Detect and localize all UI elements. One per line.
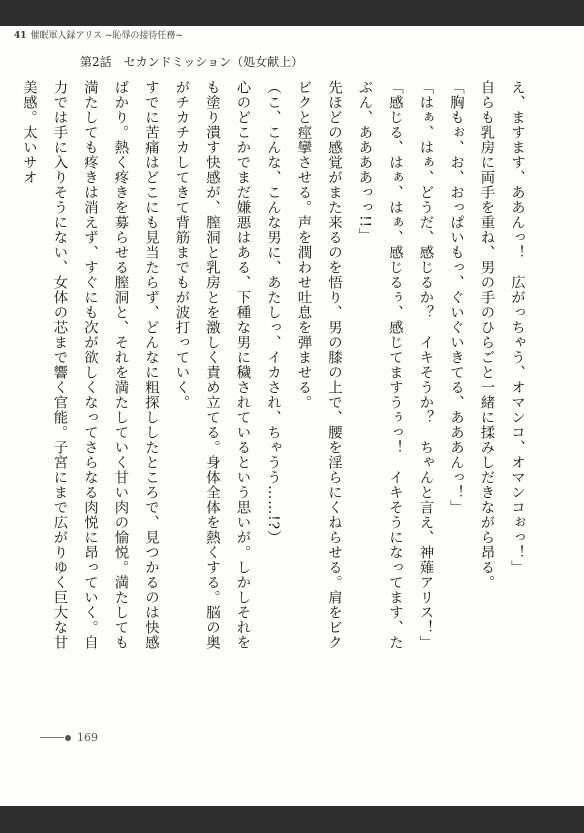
paragraph: すでに苦痛はどこにも見当たらず、どんなに粗探ししたところで、見つかるのは快感ばかり。熱く疼きを募らせる膣洞と、それを満たしていく甘い肉の愉悦。満たしても満たしても疼きは消えず、すぐにも次が欲しくなってさらなる肉悦に昂っていく。自力では手に入りそうにない、女体の芯まで響く官能。子宮にまで広がりゆく巨大な甘美感。太いサオ [21, 80, 159, 650]
paragraph: （こ、こんな、こんな男に、あたしっ、イカされ、ちゃうう……!?） [265, 80, 281, 545]
paragraph: 「はぁ、はぁ、どうだ、感じるか？ イキそうか？ ちゃんと言え、神薙アリス！」 [417, 80, 434, 650]
paragraph: え、ますます、ああんっ！ 広がっちゃう、オマンコ、オマンコぉっ！」 [509, 80, 525, 575]
paragraph: 「胸もぉ、お、おっぱいもっ、ぐいぐいきてる、あああんっ！」 [448, 80, 464, 515]
running-header [14, 30, 183, 42]
chapter-title: 第2話 セカンドミッション（処女献上） [80, 55, 304, 69]
viewer-top-bar [0, 0, 584, 26]
page-footer [40, 731, 98, 744]
page-number: 169 [77, 731, 98, 744]
body-text [21, 80, 532, 652]
running-header-title: 催眠軍人録アリス ~恥辱の接待任務~ [30, 31, 183, 41]
viewer-bottom-bar [0, 806, 584, 833]
paragraph: 自らも乳房に両手を重ね、男の手のひらごと一緒に揉みしだきながら昂る。 [478, 80, 495, 590]
paragraph: 心のどこかでまだ嫌悪はある、下種な男に穢されているという思いが。しかしそれをも塗り潰す快感が、膣洞と乳房とを激しく責め立てる。身体全体を熱くする。脳の奥がチカチカしてきて背筋までもが波打っていく。 [173, 80, 251, 650]
paragraph: 「感じる、はぁ、はぁ、感じるぅ、感じてますうぅっ！ イキそうになってます、たぶん、ああああっっ!!」 [356, 80, 403, 650]
paragraph: 先ほどの感覚がまた来るのを悟り、男の膝の上で、腰を淫らにくねらせる。肩をビクビクと痙攣させる。声を潤わせ吐息を弾ませる。 [295, 80, 342, 650]
footer-dot-icon [65, 735, 71, 741]
footer-rule [40, 737, 64, 738]
running-header-number: 41 [14, 31, 27, 41]
